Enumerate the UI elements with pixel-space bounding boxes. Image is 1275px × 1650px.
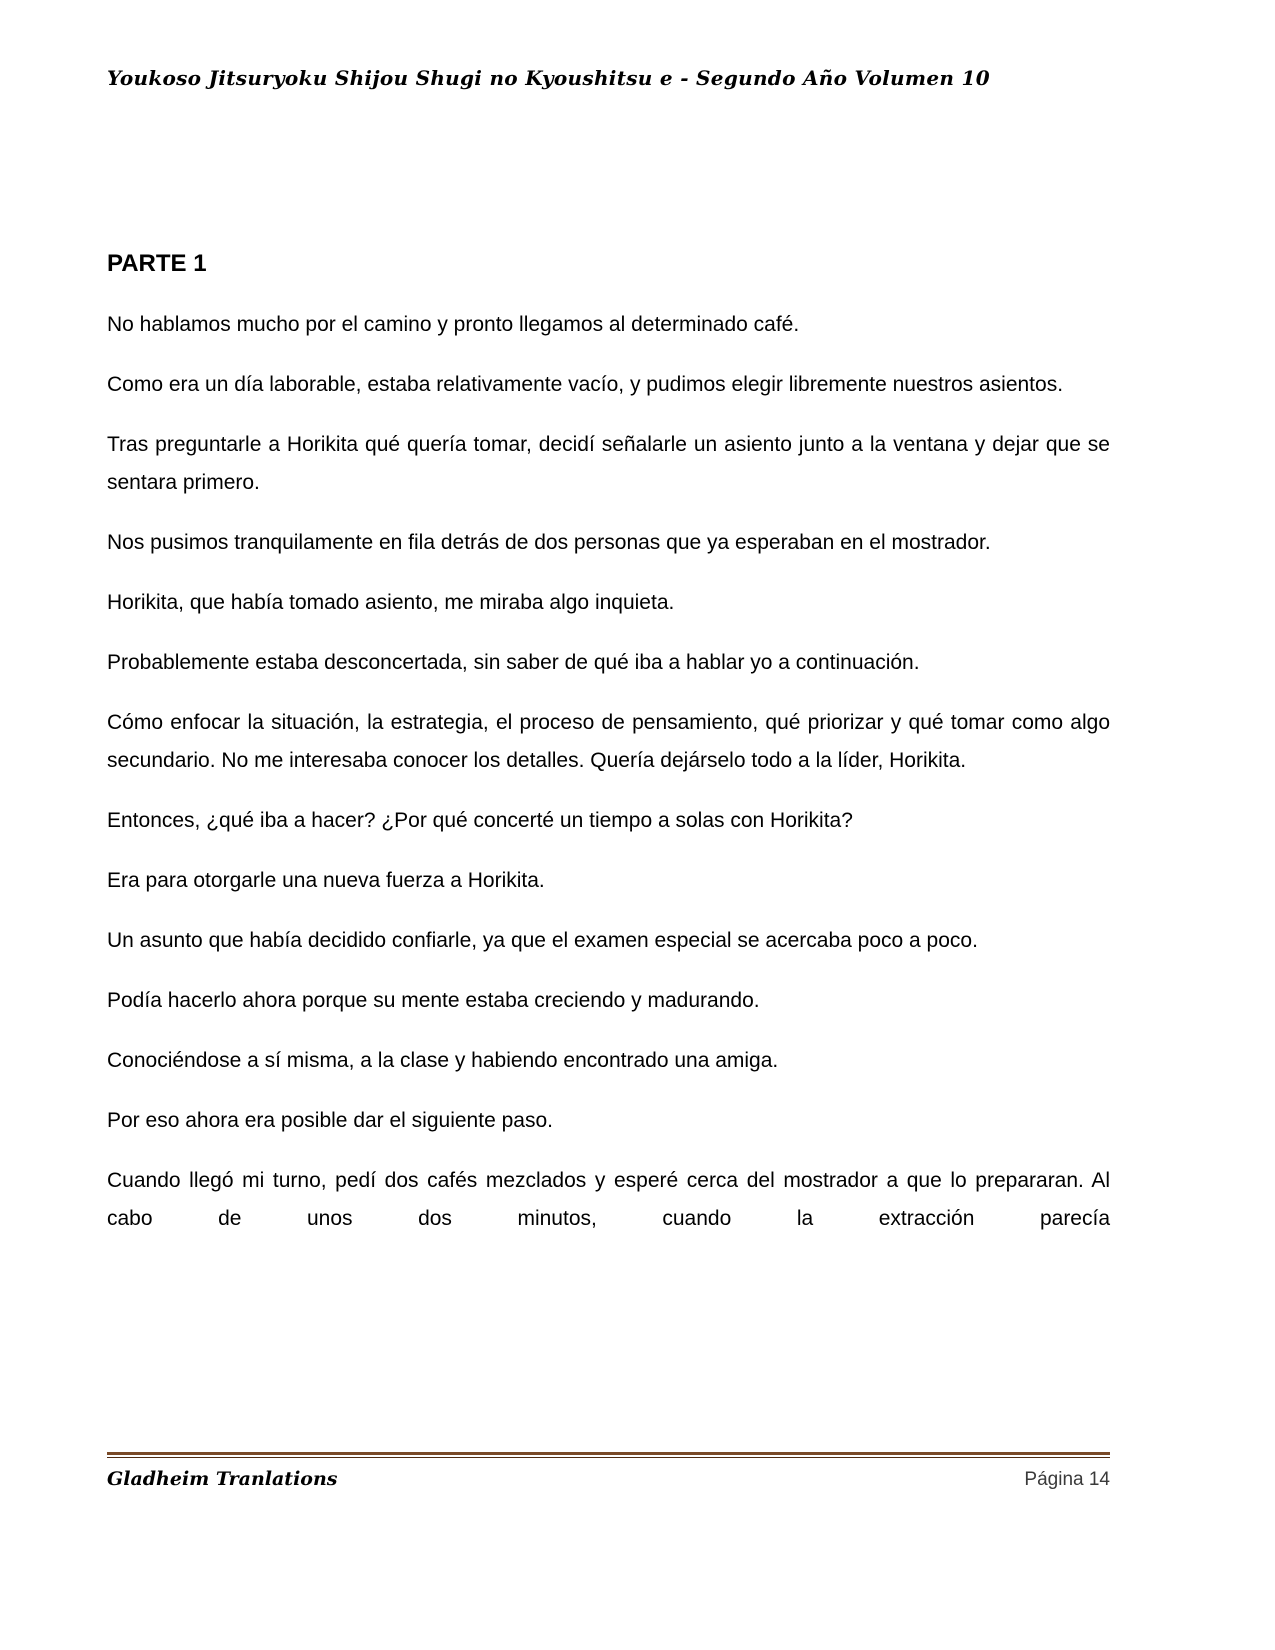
page-footer (107, 1452, 1110, 1491)
paragraph: Probablemente estaba desconcertada, sin saber de qué iba a hablar yo a continuación. (107, 651, 920, 674)
page-content (107, 250, 1110, 1260)
translator-credit: Gladheim Tranlations (107, 1468, 338, 1490)
header-title: Youkoso Jitsuryoku Shijou Shugi no Kyoushitsu e - Segundo Año Volumen 10 (107, 66, 990, 90)
paragraph: Podía hacerlo ahora porque su mente estaba creciendo y madurando. (107, 989, 760, 1012)
paragraph: No hablamos mucho por el camino y pronto llegamos al determinado café. (107, 313, 800, 336)
paragraph: Como era un día laborable, estaba relativamente vacío, y pudimos elegir libremente nuestros asientos. (107, 373, 1064, 396)
paragraph: Tras preguntarle a Horikita qué quería tomar, decidí señalarle un asiento junto a la ventana y dejar que se sentara primero. (107, 433, 1110, 494)
paragraph: Conociéndose a sí misma, a la clase y habiendo encontrado una amiga. (107, 1049, 779, 1072)
page-number: Página 14 (1024, 1469, 1110, 1490)
paragraph: Cuando llegó mi turno, pedí dos cafés mezclados y esperé cerca del mostrador a que lo prepararan. Al cabo de unos dos minutos, cuando la extracción parecía (107, 1169, 1110, 1230)
page-header (107, 66, 1115, 90)
paragraph: Entonces, ¿qué iba a hacer? ¿Por qué concerté un tiempo a solas con Horikita? (107, 809, 853, 832)
paragraph: Horikita, que había tomado asiento, me miraba algo inquieta. (107, 591, 675, 614)
footer-rule (107, 1452, 1110, 1458)
section-heading: PARTE 1 (107, 250, 207, 277)
paragraph: Por eso ahora era posible dar el siguiente paso. (107, 1109, 553, 1132)
footer-row (107, 1468, 1110, 1491)
paragraph: Un asunto que había decidido confiarle, ya que el examen especial se acercaba poco a poco. (107, 929, 978, 952)
paragraph: Nos pusimos tranquilamente en fila detrás de dos personas que ya esperaban en el mostrador. (107, 531, 991, 554)
paragraph: Cómo enfocar la situación, la estrategia, el proceso de pensamiento, qué priorizar y qué tomar como algo secundario. No me interesaba conocer los detalles. Quería dejárselo todo a la líder, Horikita. (107, 711, 1110, 772)
paragraph: Era para otorgarle una nueva fuerza a Horikita. (107, 869, 545, 892)
